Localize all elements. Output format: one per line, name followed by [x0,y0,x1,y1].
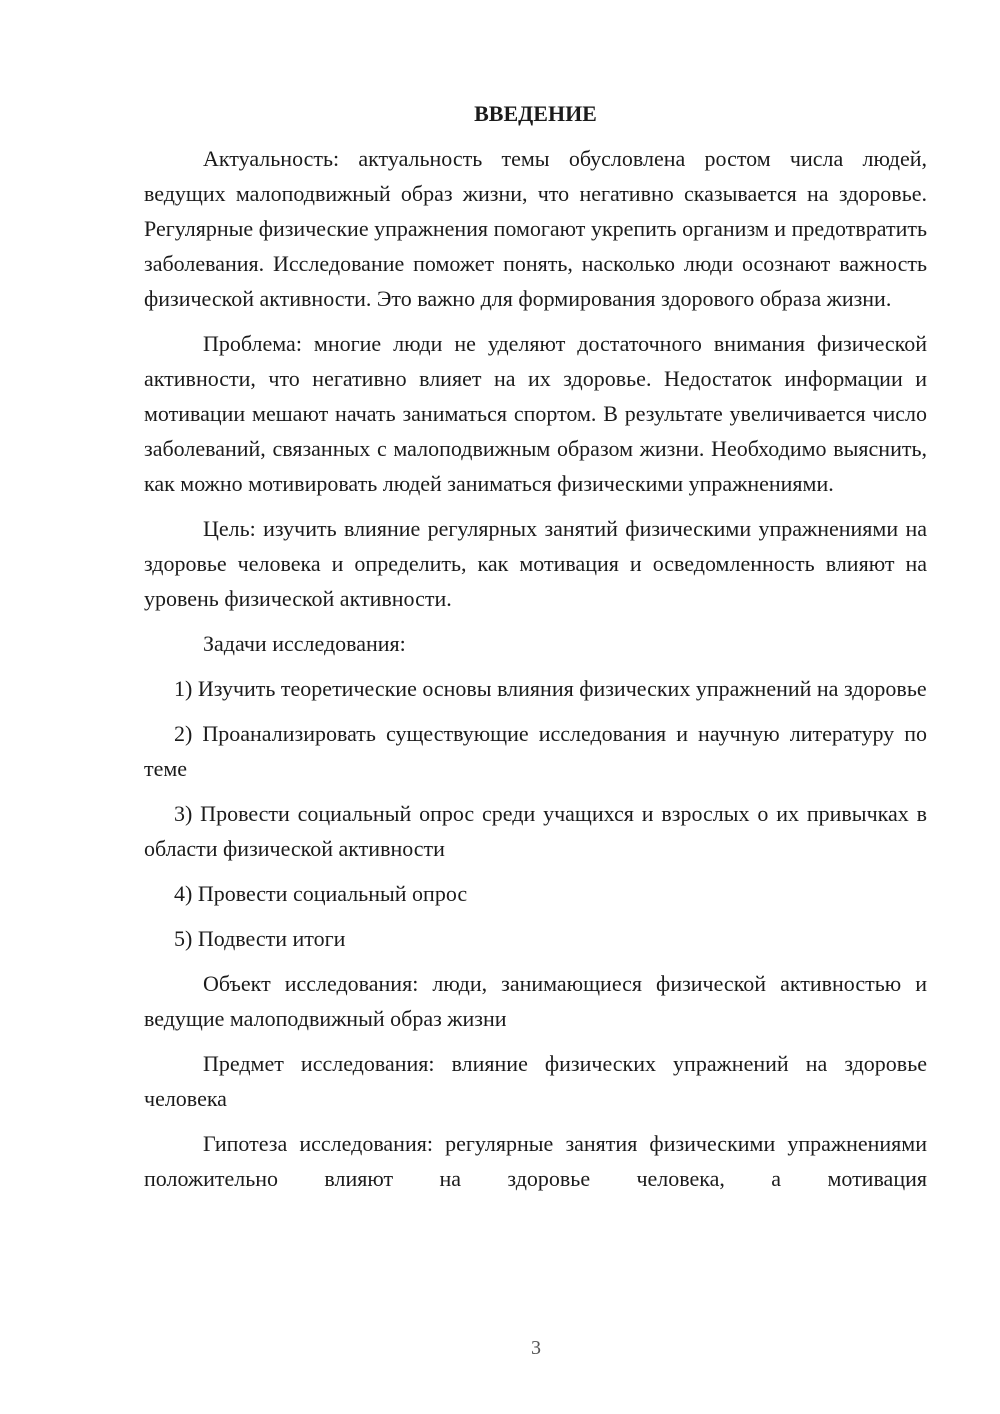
task-item-2: 2) Проанализировать существующие исследования и научную литературу по теме [144,721,927,781]
task-item-3: 3) Провести социальный опрос среди учащихся и взрослых о их привычках в области физической активности [144,801,927,861]
page-body [144,96,927,1206]
page-number: 3 [531,1337,541,1359]
task-item-4: 4) Провести социальный опрос [174,881,468,906]
object-paragraph: Объект исследования: люди, занимающиеся физической активностью и ведущие малоподвижный образ жизни [144,971,927,1031]
relevance-paragraph: Актуальность: актуальность темы обусловлена ростом числа людей, ведущих малоподвижный образ жизни, что негативно сказывается на здоровье. Регулярные физические упражнения помогают укрепить организм и предотвратить заболевания. Исследование поможет понять, насколько люди осознают важность физической активности. Это важно для формирования здорового образа жизни. [144,146,927,311]
subject-paragraph: Предмет исследования: влияние физических упражнений на здоровье человека [144,1051,927,1111]
goal-paragraph: Цель: изучить влияние регулярных занятий физическими упражнениями на здоровье человека и определить, как мотивация и осведомленность влияют на уровень физической активности. [144,516,927,611]
tasks-heading: Задачи исследования: [203,631,406,656]
page-title: ВВЕДЕНИЕ [474,101,597,126]
hypothesis-paragraph: Гипотеза исследования: регулярные занятия физическими упражнениями положительно влияют на здоровье человека, а мотивация [144,1131,927,1191]
task-item-1: 1) Изучить теоретические основы влияния физических упражнений на здоровье [174,676,927,701]
task-item-5: 5) Подвести итоги [174,926,346,951]
problem-paragraph: Проблема: многие люди не уделяют достаточного внимания физической активности, что негативно влияет на их здоровье. Недостаток информации и мотивации мешают начать заниматься спортом. В результате увеличивается число заболеваний, связанных с малоподвижным образом жизни. Необходимо выяснить, как можно мотивировать людей заниматься физическими упражнениями. [144,331,927,496]
